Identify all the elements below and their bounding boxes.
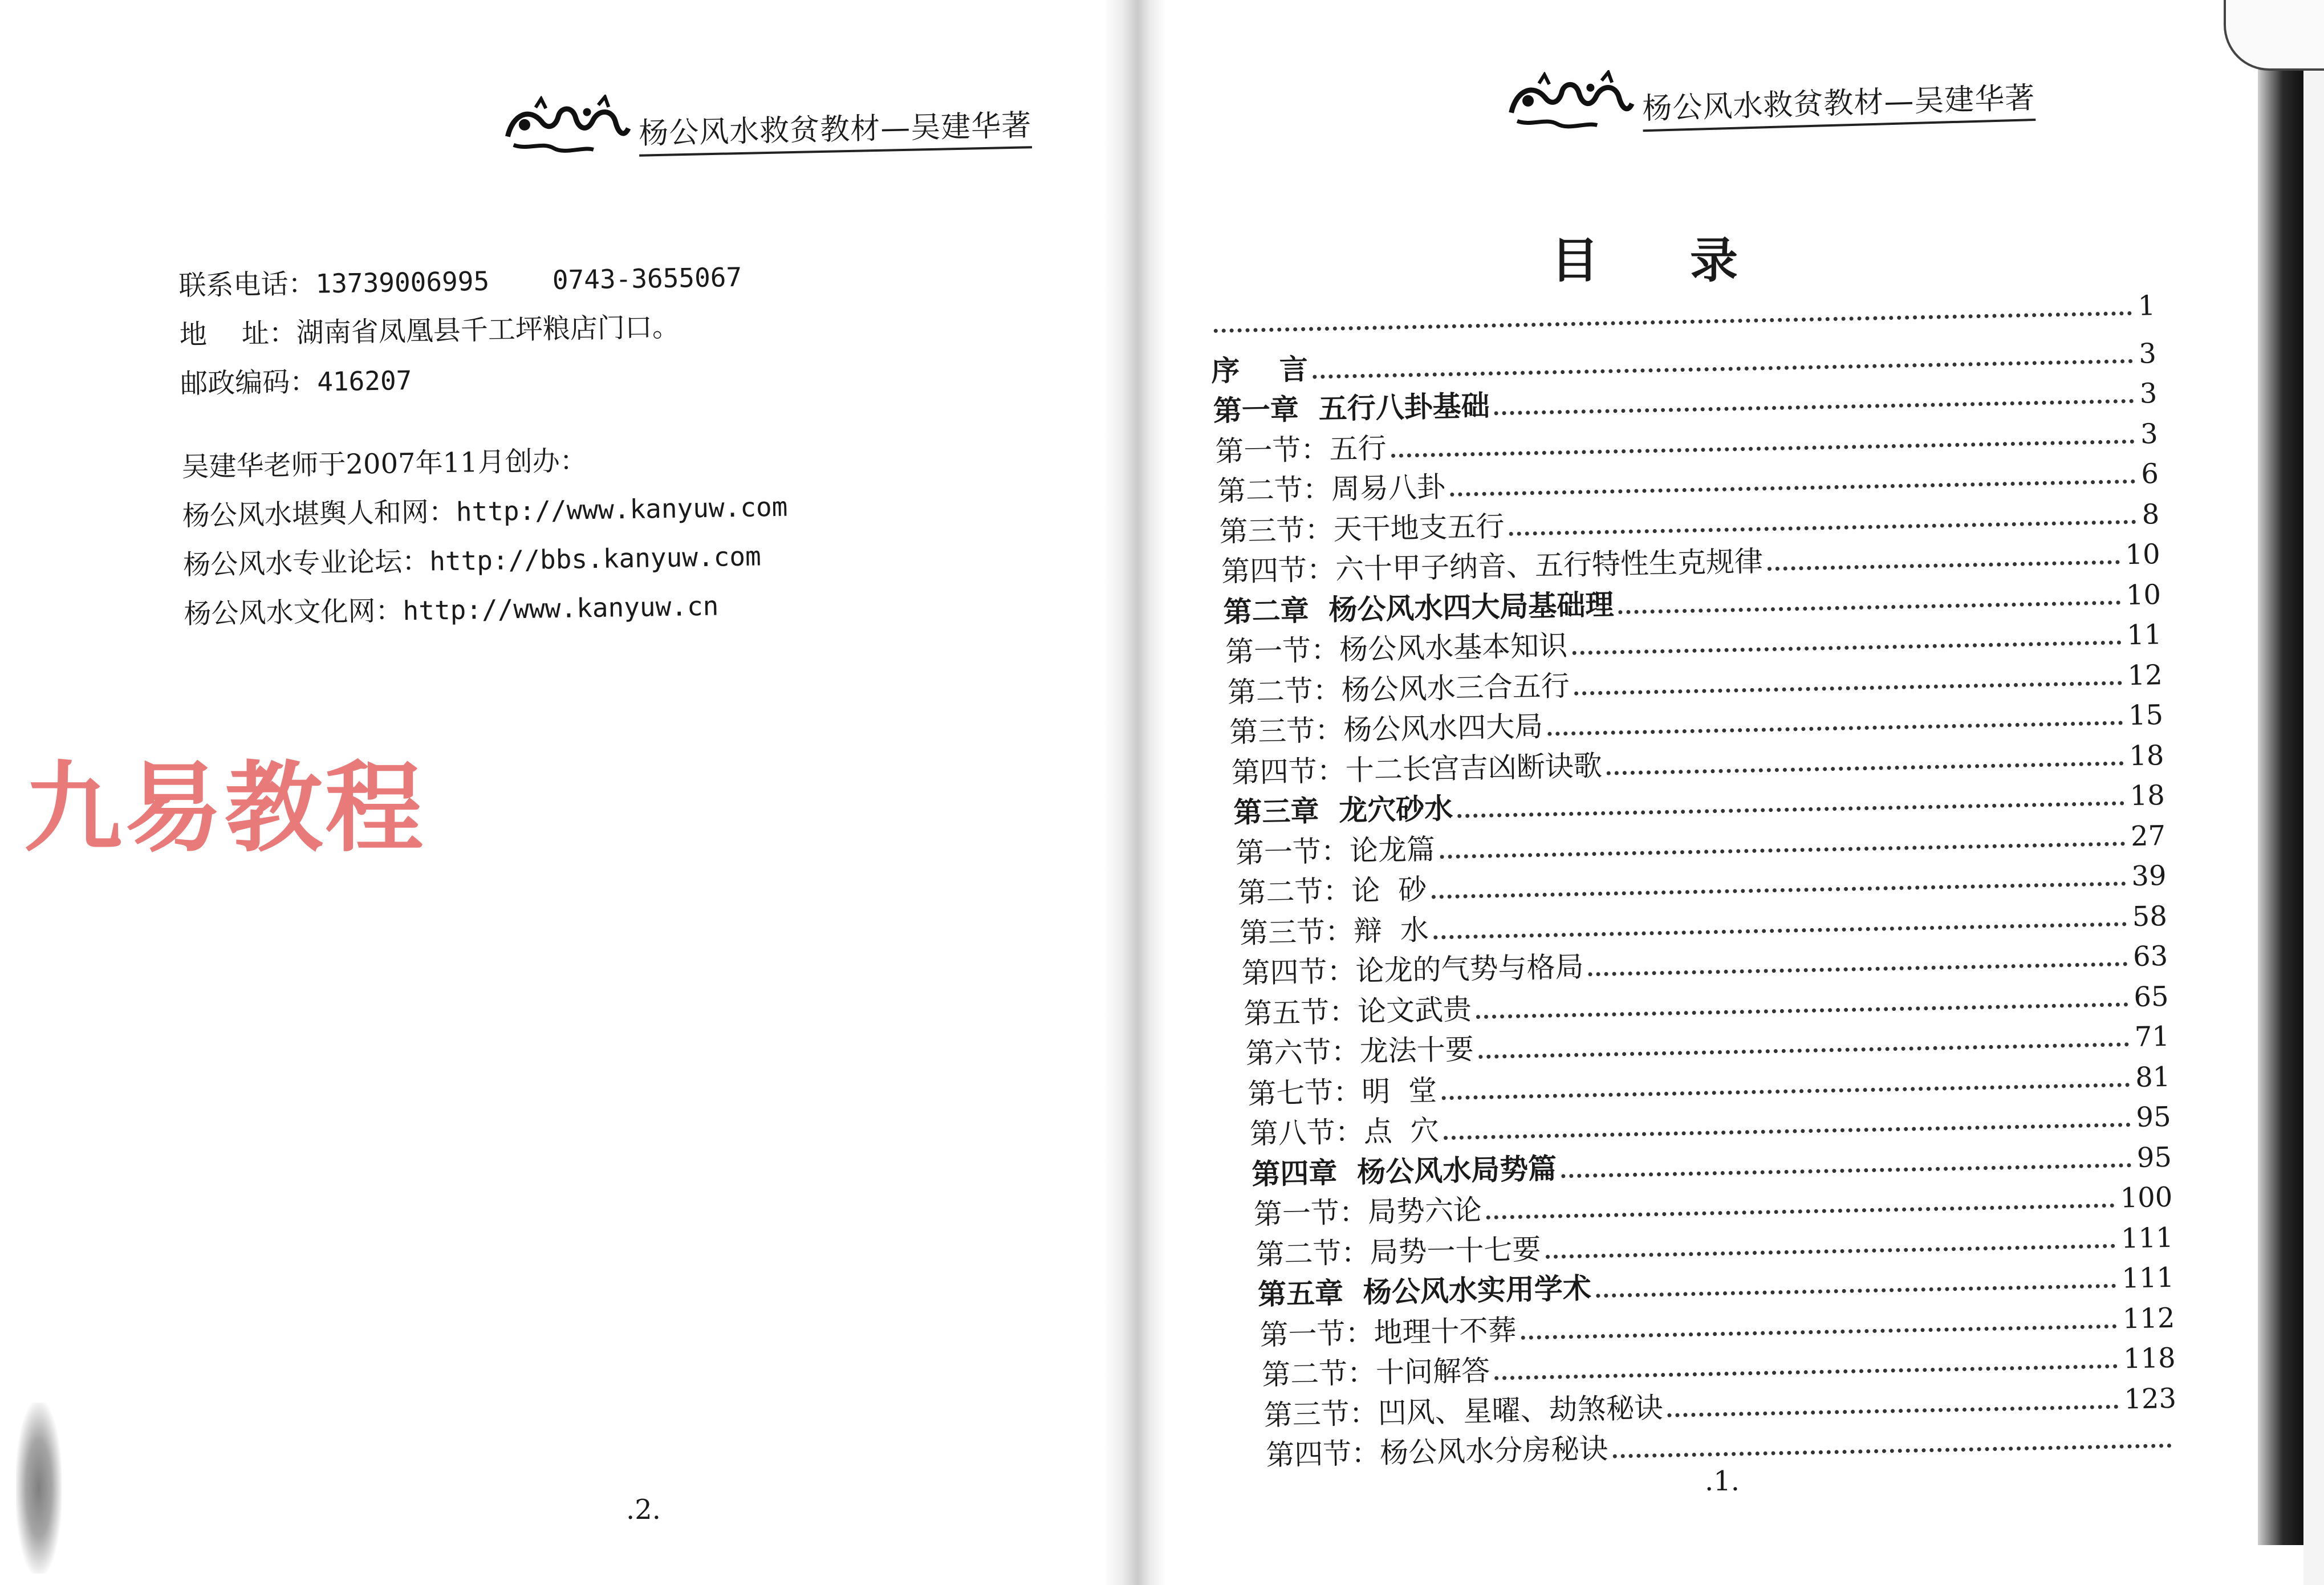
toc-entry-page: 65	[2133, 980, 2169, 1013]
toc-entry-title: 第四节：十二长宫吉凶断诀歌	[1231, 749, 1603, 789]
toc-entry-page: 71	[2134, 1020, 2170, 1054]
toc-entry-page: 12	[2127, 659, 2163, 692]
toc-entry-page: 3	[2138, 337, 2157, 370]
address-value: 湖南省凤凰县千工坪粮店门口。	[296, 311, 680, 349]
toc-entry-page: 6	[2140, 458, 2159, 490]
toc-entry-title: 第一节：局势六论	[1253, 1193, 1482, 1231]
toc-entry-page: 11	[2126, 619, 2162, 652]
toc-entry-title: 第四节：六十甲子纳音、五行特性生克规律	[1221, 544, 1764, 588]
toc-entry-page: 3	[2140, 417, 2159, 450]
toc-entry-page: 10	[2124, 538, 2161, 571]
toc-leader-dots	[1607, 761, 2124, 775]
contact-block	[178, 252, 790, 639]
table-of-contents	[1209, 290, 2177, 1473]
toc-entry-page: 111	[2121, 1261, 2175, 1295]
toc-entry-title: 第三节：凹风、星曜、劫煞秘诀	[1263, 1391, 1664, 1432]
toc-leader-dots	[1546, 1243, 2116, 1258]
toc-entry-title: 第六节：龙法十要	[1245, 1033, 1474, 1070]
toc-entry-page: 27	[2130, 819, 2166, 852]
toc-entry-page: 118	[2123, 1342, 2176, 1375]
toc-entry-title: 第七节：明 堂	[1247, 1074, 1437, 1111]
toc-leader-dots	[1768, 560, 2120, 571]
toc-entry-page: 10	[2126, 578, 2162, 611]
toc-entry-title: 第四节：论龙的气势与格局	[1241, 950, 1584, 990]
toc-leader-dots	[1561, 1163, 2131, 1178]
toc-entry-title: 第二章 杨公风水四大局基础理	[1223, 587, 1614, 629]
toc-entry-page: 63	[2132, 940, 2168, 973]
page-number-left: .2.	[626, 1494, 661, 1526]
book-gutter	[1103, 0, 1166, 1585]
toc-entry-page: 18	[2128, 739, 2164, 772]
site-link[interactable]: http://www.kanyuw.cn	[403, 590, 719, 627]
site-line	[183, 531, 789, 590]
toc-entry-title: 第二节：局势一十七要	[1255, 1232, 1541, 1271]
postcode-label: 邮政编码：	[180, 365, 318, 400]
toc-entry-page: 100	[2120, 1181, 2173, 1214]
postcode-line	[180, 350, 786, 409]
toc-entry-page: 3	[2139, 377, 2158, 410]
toc-entry-title: 第二节：论 砂	[1237, 872, 1427, 910]
toc-entry-title: 第八节：点 穴	[1249, 1113, 1440, 1151]
header-title: 杨公风水救贫教材—吴建华著	[638, 101, 1032, 156]
toc-leader-dots	[1572, 640, 2121, 655]
toc-entry-title: 第三节：杨公风水四大局	[1229, 709, 1543, 749]
toc-leader-dots	[1668, 1404, 2119, 1417]
site-label: 杨公风水文化网：	[184, 595, 403, 631]
postcode-value: 416207	[316, 364, 412, 397]
toc-entry-title: 第二节：杨公风水三合五行	[1227, 669, 1570, 709]
scan-smudge	[16, 1403, 62, 1574]
toc-entry-title: 第一节：地理十不葬	[1259, 1313, 1517, 1352]
toc-leader-dots	[1214, 311, 2132, 333]
toc-entry-page: 111	[2120, 1221, 2174, 1255]
site-link[interactable]: http://www.kanyuw.com	[456, 491, 788, 527]
toc-entry-page: 8	[2142, 498, 2160, 531]
toc-entry-title: 第五章 杨公风水实用学术	[1257, 1271, 1592, 1311]
site-link[interactable]: http://bbs.kanyuw.com	[429, 540, 762, 577]
toc-entry-title: 第四节：杨公风水分房秘诀	[1265, 1432, 1608, 1472]
site-label: 杨公风水堪舆人和网：	[182, 495, 457, 533]
site-line	[184, 580, 790, 639]
dragon-logo-icon	[501, 94, 633, 160]
phone-label: 联系电话：	[178, 267, 316, 302]
toc-entry-title: 第五节：论文武贵	[1243, 992, 1472, 1030]
watermark-text: 九易教程	[24, 751, 425, 865]
address-label: 地 址：	[179, 317, 297, 351]
toc-entry-page: 39	[2131, 859, 2167, 893]
founded-line: 吴建华老师于2007年11月创办：	[181, 445, 588, 483]
toc-leader-dots	[1619, 600, 2121, 614]
toc-entry-title: 第二节：周易八卦	[1217, 470, 1446, 508]
toc-leader-dots	[1588, 962, 2128, 976]
site-label: 杨公风水专业论坛：	[182, 545, 430, 582]
address-line	[179, 301, 785, 360]
toc-entry-page: 95	[2135, 1100, 2172, 1134]
toc-title: 目录	[1551, 233, 1830, 288]
toc-entry-title: 第二节：十问解答	[1261, 1354, 1490, 1392]
phone-line	[178, 252, 785, 311]
toc-entry-title: 第一节：五行	[1214, 431, 1387, 468]
toc-entry-page: 15	[2128, 698, 2164, 732]
toc-entry-page: 58	[2132, 900, 2168, 933]
toc-leader-dots	[1612, 1444, 2171, 1458]
toc-entry-page: 123	[2123, 1382, 2177, 1416]
page-edge-shadow	[2258, 63, 2303, 1545]
running-header-left	[501, 86, 1032, 159]
phone-value: 13739006995 0743-3655067	[315, 261, 742, 299]
page-number-right: .1.	[1705, 1465, 1740, 1497]
toc-entry-title: 第一节：论龙篇	[1235, 832, 1436, 869]
toc-leader-dots	[1574, 681, 2122, 695]
toc-leader-dots	[1596, 1284, 2116, 1298]
page-edge	[2303, 0, 2324, 1585]
toc-entry-page: 1	[2138, 290, 2156, 322]
toc-entry-page: 81	[2135, 1060, 2171, 1094]
toc-entry-page: 95	[2136, 1141, 2172, 1174]
toc-entry-title: 第四章 杨公风水局势篇	[1251, 1152, 1557, 1191]
toc-entry-title: 第三节：辩 水	[1239, 913, 1429, 950]
toc-entry-title: 序 言	[1210, 352, 1309, 388]
toc-entry-title: 第一章 五行八卦基础	[1213, 389, 1490, 428]
toc-entry-title: 第三节：天干地支五行	[1218, 509, 1505, 548]
dragon-logo-icon	[1505, 70, 1638, 136]
toc-entry-title: 第一节：杨公风水基本知识	[1225, 629, 1568, 669]
header-title: 杨公风水救贫教材—吴建华著	[1642, 74, 2035, 132]
toc-entry-title: 第三章 龙穴砂水	[1233, 791, 1453, 830]
toc-entry-page: 112	[2122, 1302, 2175, 1335]
site-line	[182, 482, 788, 541]
toc-entry-page: 18	[2130, 779, 2165, 812]
